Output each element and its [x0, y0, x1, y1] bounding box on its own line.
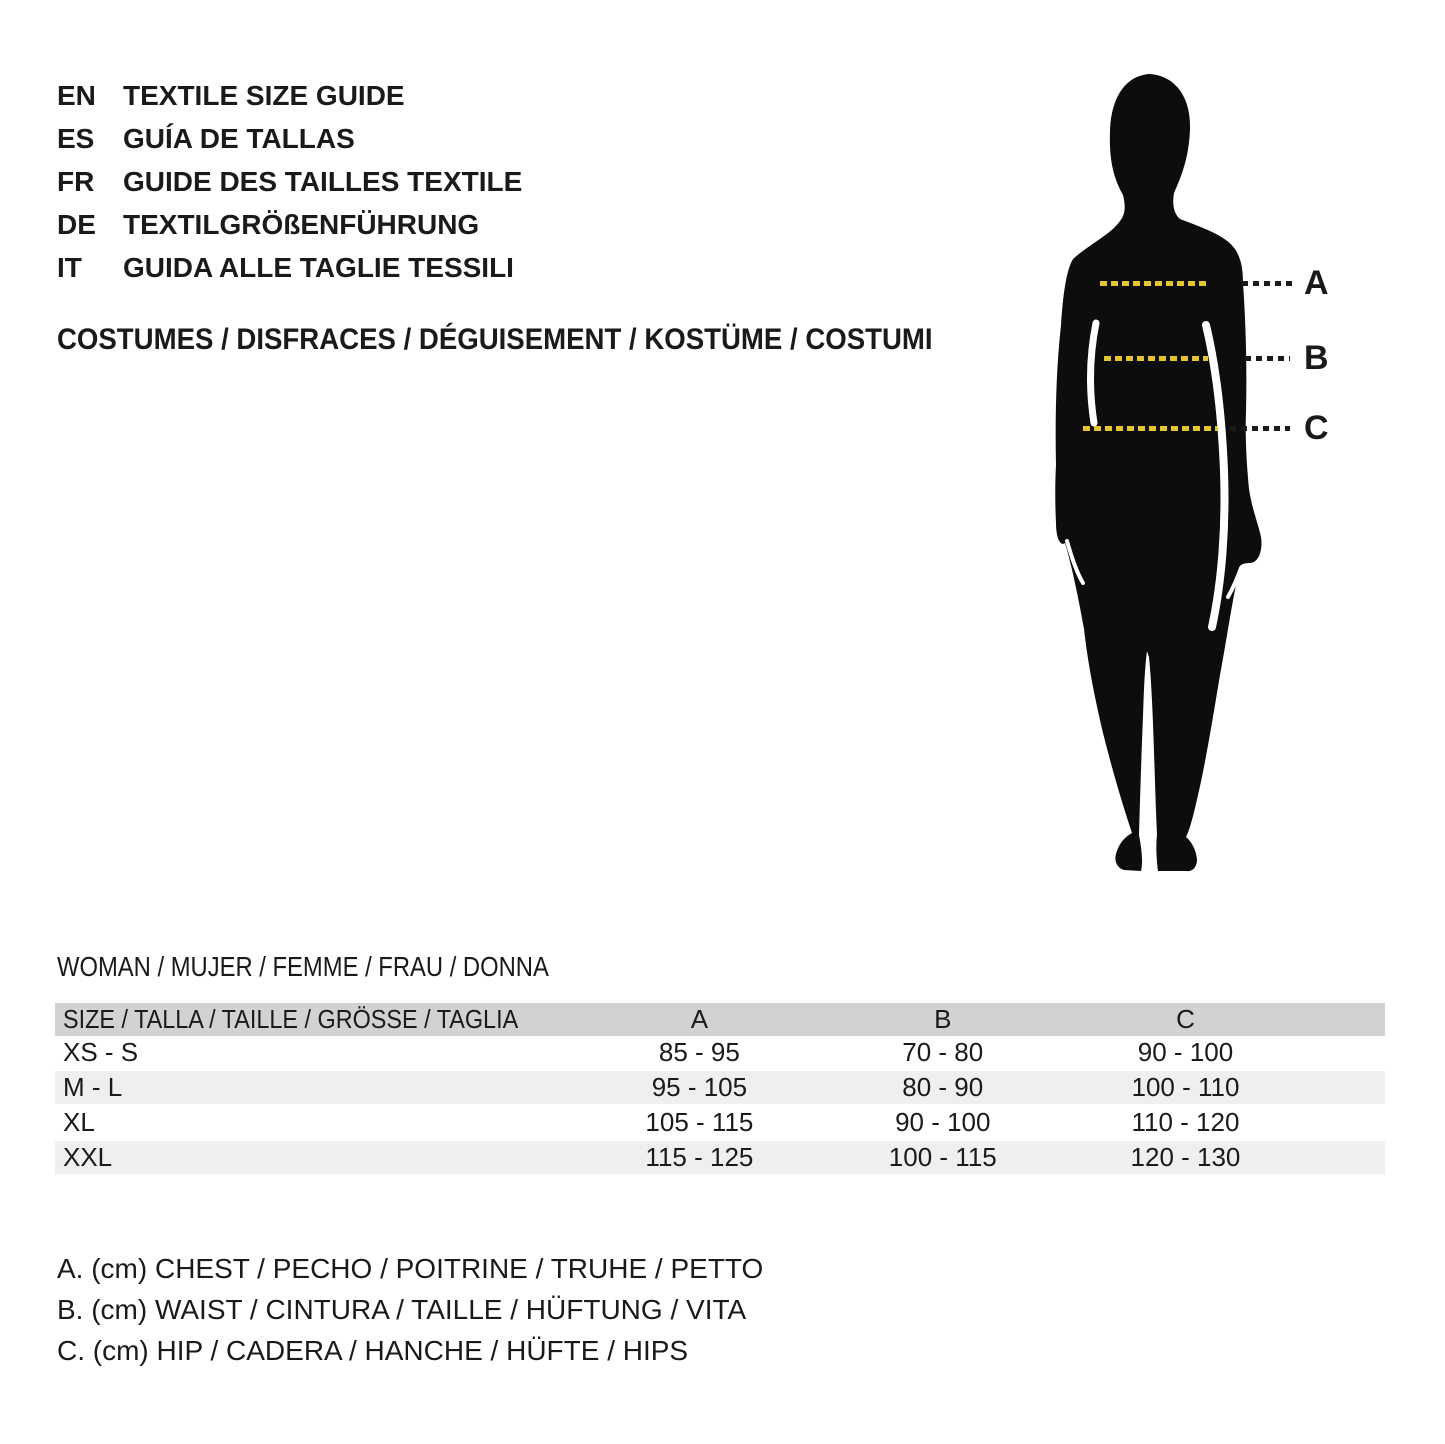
size-cell: M - L	[63, 1072, 123, 1102]
lang-code: FR	[57, 165, 95, 197]
size-cell: XXL	[63, 1142, 113, 1172]
lang-row-es	[57, 117, 522, 160]
table-row-xs-s	[55, 1036, 1385, 1070]
lang-title: GUIDE DES TAILLES TEXTILE	[123, 165, 523, 197]
chest-leader-line	[1242, 281, 1292, 286]
lang-title: GUIDA ALLE TAGLIE TESSILI	[123, 251, 514, 283]
column-header-a: A	[690, 1004, 709, 1034]
language-title-list	[57, 74, 522, 289]
size-table	[55, 1003, 1385, 1176]
hip-cell: 120 - 130	[1130, 1142, 1241, 1172]
size-column-header: SIZE / TALLA / TAILLE / GRÖSSE / TAGLIA	[63, 1004, 519, 1034]
table-row-xxl	[55, 1140, 1385, 1175]
table-row-m-l	[55, 1070, 1385, 1105]
chest-cell: 105 - 115	[645, 1107, 754, 1137]
column-header-c: C	[1176, 1004, 1195, 1034]
legend-waist: B. (cm) WAIST / CINTURA / TAILLE / HÜFTUNG / VITA	[57, 1294, 747, 1325]
lang-row-fr	[57, 160, 522, 203]
category-heading: COSTUMES / DISFRACES / DÉGUISEMENT / KOSTÜME / COSTUMI	[57, 323, 933, 356]
hip-cell: 90 - 100	[1137, 1037, 1234, 1067]
woman-figure	[1050, 71, 1265, 876]
waist-cell: 100 - 115	[888, 1142, 997, 1172]
size-table-header-row	[55, 1003, 1385, 1036]
lang-row-it	[57, 246, 522, 289]
chest-cell: 85 - 95	[658, 1037, 740, 1067]
hip-cell: 110 - 120	[1131, 1107, 1240, 1137]
hip-cell: 100 - 110	[1131, 1072, 1240, 1102]
lang-title: TEXTILGRÖßENFÜHRUNG	[123, 208, 480, 240]
section-heading-woman: WOMAN / MUJER / FEMME / FRAU / DONNA	[57, 951, 549, 982]
lang-title: TEXTILE SIZE GUIDE	[123, 79, 405, 111]
waist-leader-line	[1245, 356, 1290, 361]
measure-label-b: B	[1304, 339, 1329, 377]
lang-code: IT	[57, 251, 82, 283]
waist-cell: 80 - 90	[902, 1072, 984, 1102]
measure-label-c: C	[1304, 409, 1329, 447]
lang-code: DE	[57, 208, 96, 240]
waist-cell: 70 - 80	[902, 1037, 984, 1067]
column-header-spacer	[1307, 1003, 1386, 1036]
size-cell: XS - S	[63, 1037, 139, 1067]
waist-cell: 90 - 100	[895, 1107, 991, 1137]
woman-silhouette-icon	[1050, 71, 1265, 876]
hip-leader-line	[1230, 426, 1290, 431]
lang-code: ES	[57, 122, 95, 154]
lang-code: EN	[57, 79, 96, 111]
size-cell: XL	[63, 1107, 95, 1137]
chest-cell: 95 - 105	[651, 1072, 748, 1102]
legend-hip: C. (cm) HIP / CADERA / HANCHE / HÜFTE / HIPS	[57, 1335, 689, 1366]
lang-title: GUÍA DE TALLAS	[123, 122, 355, 154]
column-header-b: B	[934, 1004, 952, 1034]
table-row-xl	[55, 1105, 1385, 1140]
waist-measure-line	[1104, 356, 1208, 361]
measurement-legend	[57, 1248, 763, 1371]
chest-cell: 115 - 125	[645, 1142, 754, 1172]
measure-label-a: A	[1304, 264, 1329, 302]
legend-chest: A. (cm) CHEST / PECHO / POITRINE / TRUHE / PETTO	[57, 1253, 764, 1284]
chest-measure-line	[1100, 281, 1210, 286]
lang-row-de	[57, 203, 522, 246]
hip-measure-line	[1083, 426, 1218, 431]
lang-row-en	[57, 74, 522, 117]
